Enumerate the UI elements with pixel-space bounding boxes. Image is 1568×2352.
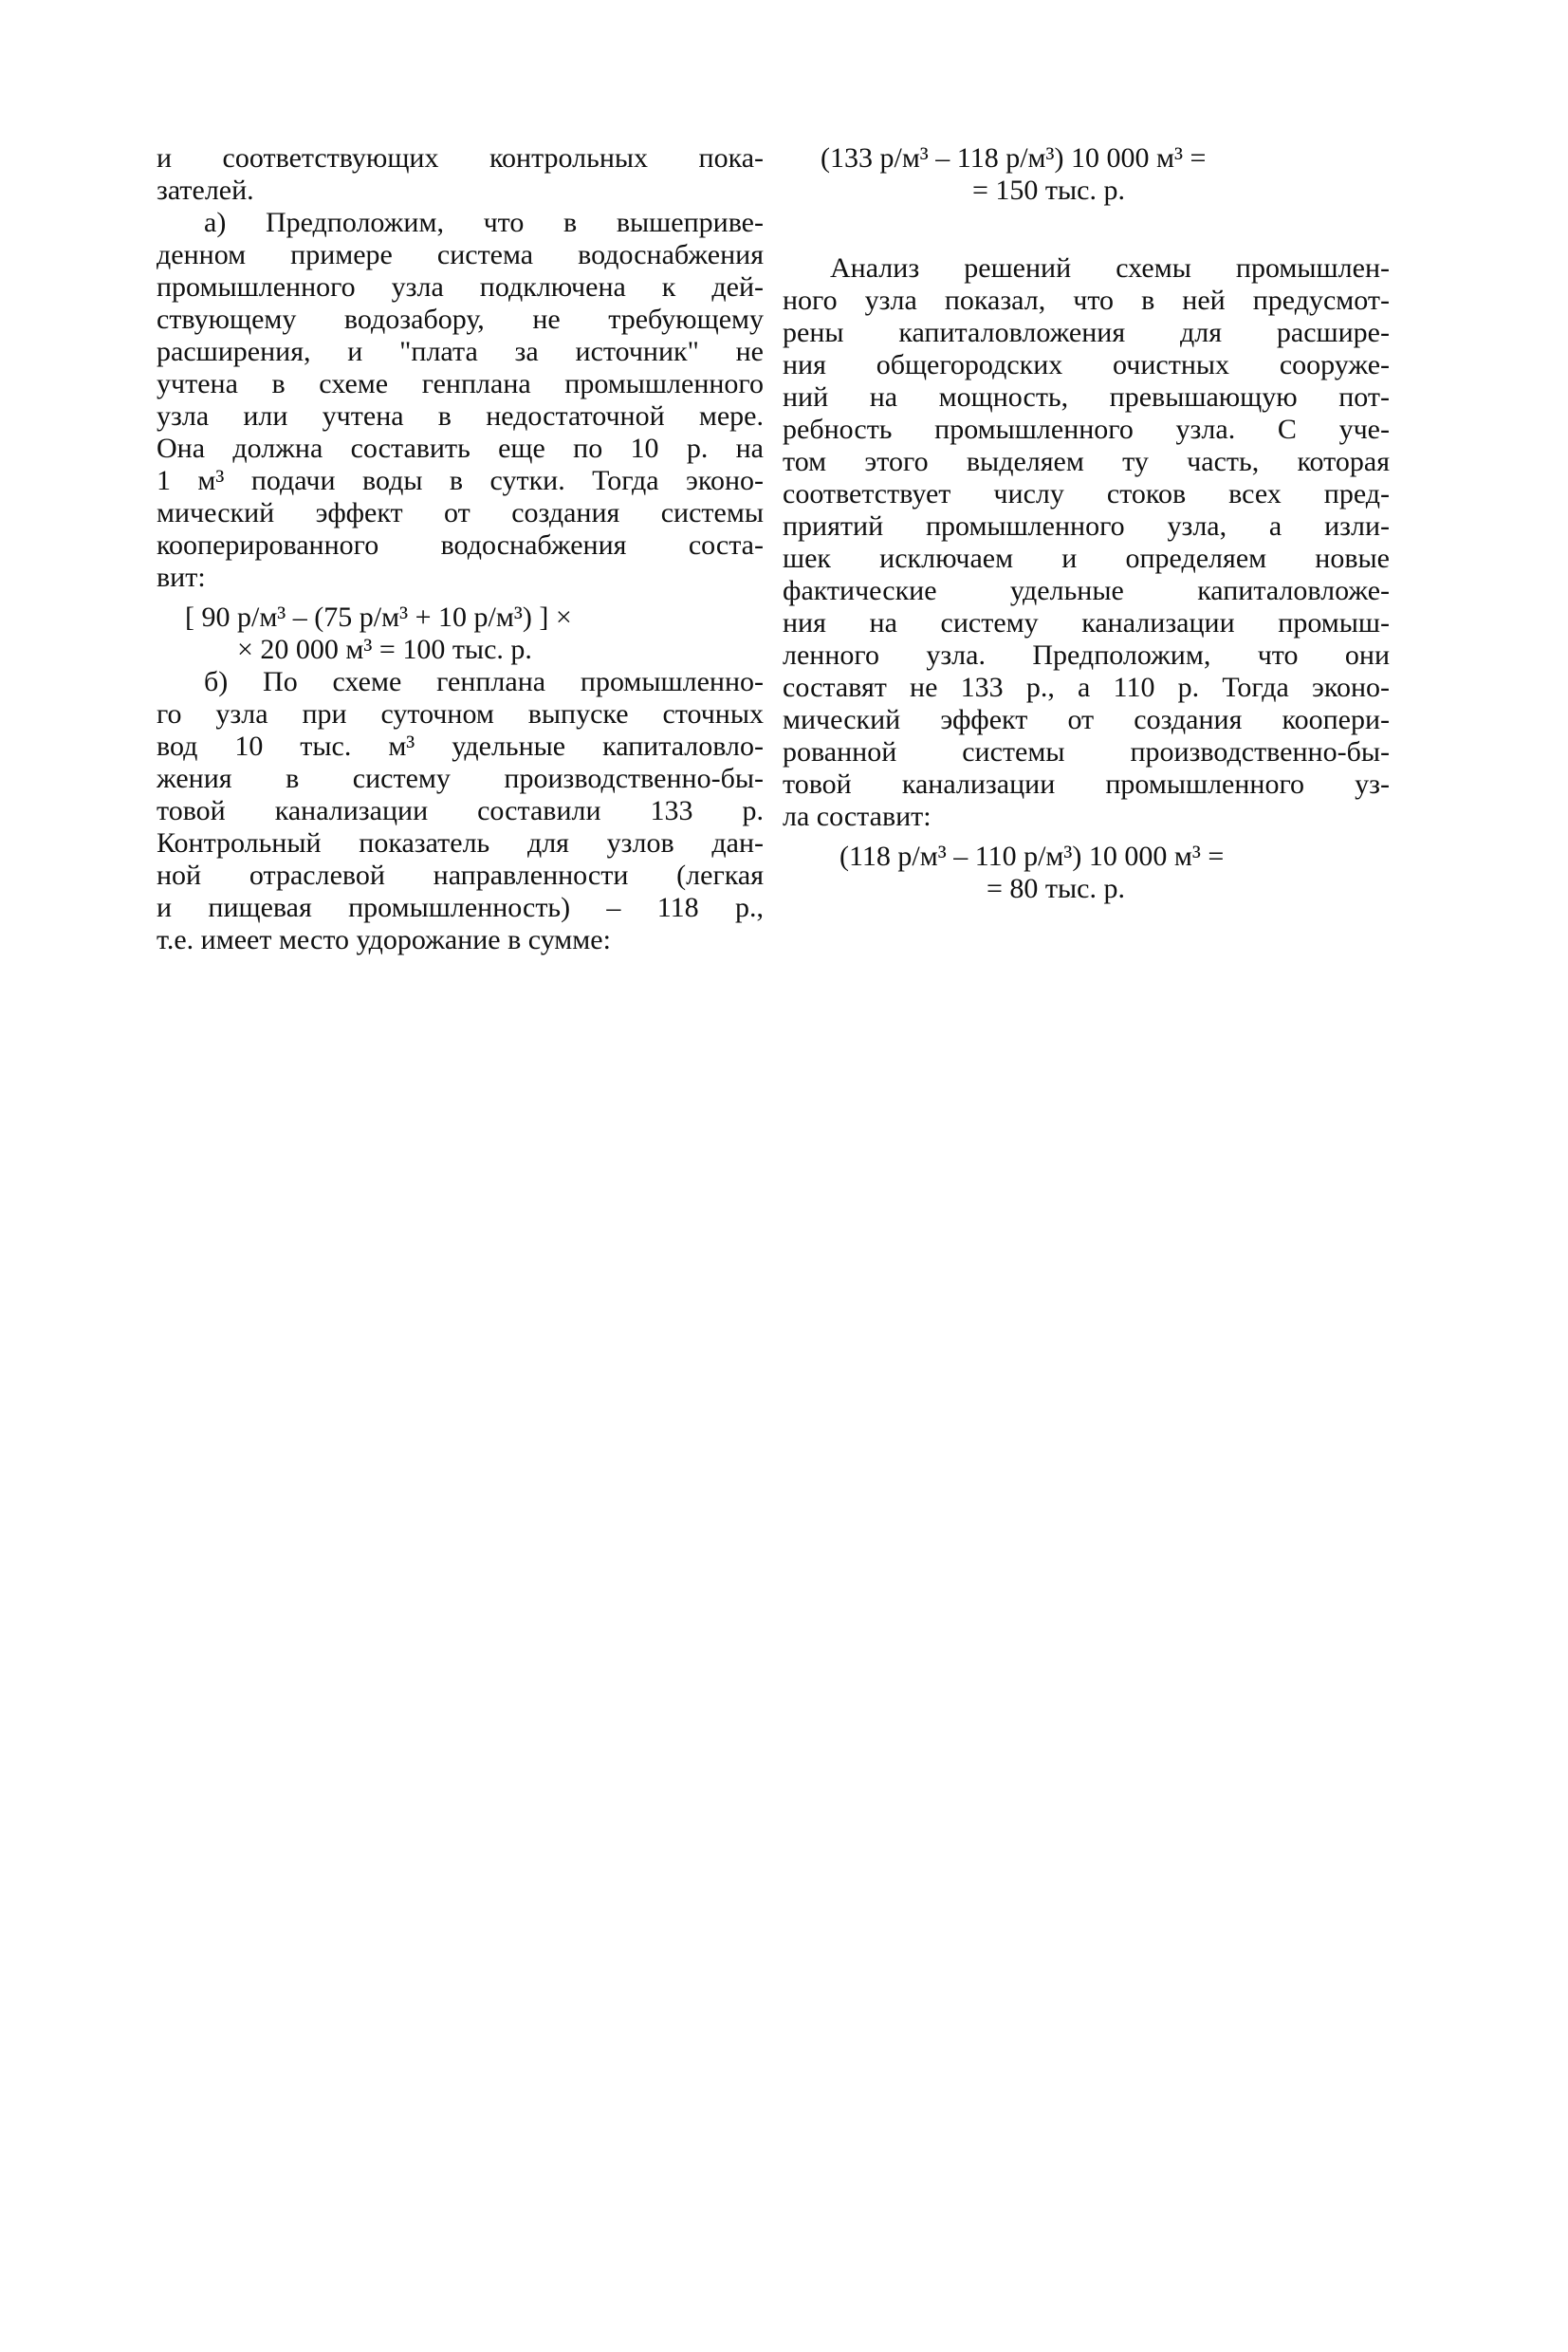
text-line: рены капиталовложения для расшире- (783, 317, 1390, 348)
text-line: ний на мощность, превышающую пот- (783, 381, 1390, 413)
spacer (783, 833, 1390, 841)
text-line: шек исключаем и определяем новые (783, 543, 1390, 574)
text-line: вод 10 тыс. м³ удельные капиталовло- (157, 731, 764, 762)
text-line: рованной системы производственно-бы- (783, 736, 1390, 768)
text-line: мический эффект от создания системы (157, 497, 764, 528)
formula-line: [ 90 р/м³ – (75 р/м³ + 10 р/м³) ] × (185, 602, 572, 633)
text-line: мический эффект от создания коопери- (783, 704, 1390, 735)
text-line: ребность промышленного узла. С уче- (783, 414, 1390, 445)
text-line: ной отраслевой направленности (легкая (157, 860, 764, 891)
left-column (157, 142, 764, 956)
text-line: и соответствующих контрольных пока- (157, 142, 764, 174)
paragraph-a-start: а) Предположим, что в вышеприве- (204, 207, 764, 238)
text-line: приятий промышленного узла, а изли- (783, 510, 1390, 542)
text-line: зателей. (157, 175, 254, 206)
text-line: и пищевая промышленность) – 118 р., (157, 892, 764, 923)
text-line: ленного узла. Предположим, что они (783, 639, 1390, 671)
text-line: ствующему водозабору, не требующему (157, 304, 764, 335)
text-line: Контрольный показатель для узлов дан- (157, 827, 764, 859)
spacer (157, 594, 764, 602)
text-line: учтена в схеме генплана промышленного (157, 368, 764, 399)
text-line: расширения, и "плата за источник" не (157, 336, 764, 367)
text-line: 1 м³ подачи воды в сутки. Тогда эконо- (157, 465, 764, 496)
formula-1-line-2: = 150 тыс. р. (972, 175, 1126, 206)
paragraph-analysis-start: Анализ решений схемы промышлен- (830, 252, 1390, 284)
text-line: жения в систему производственно-бы- (157, 763, 764, 794)
right-column (783, 142, 1390, 905)
formula-1-line-1: (133 р/м³ – 118 р/м³) 10 000 м³ = (821, 142, 1207, 174)
text-line: вит: (157, 562, 206, 593)
text-line: товой канализации промышленного уз- (783, 769, 1390, 800)
formula-2-line-1: (118 р/м³ – 110 р/м³) 10 000 м³ = (839, 841, 1225, 872)
text-line: ного узла показал, что в ней предусмот- (783, 285, 1390, 316)
formula-line: × 20 000 м³ = 100 тыс. р. (237, 634, 532, 665)
text-line: ния общегородских очистных сооруже- (783, 349, 1390, 380)
text-line: ла составит: (783, 801, 932, 832)
text-line: го узла при суточном выпуске сточных (157, 698, 764, 730)
text-line: составят не 133 р., а 110 р. Тогда эконо- (783, 672, 1390, 703)
paragraph-b-start: б) По схеме генплана промышленно- (204, 666, 764, 697)
text-line: том этого выделяем ту часть, которая (783, 446, 1390, 477)
text-line: соответствует числу стоков всех пред- (783, 478, 1390, 509)
text-line: фактические удельные капиталовложе- (783, 575, 1390, 606)
text-line: Она должна составить еще по 10 р. на (157, 433, 764, 464)
text-line: денном примере система водоснабжения (157, 239, 764, 270)
text-line: ния на систему канализации промыш- (783, 607, 1390, 639)
text-line: промышленного узла подключена к дей- (157, 271, 764, 303)
text-line: т.е. имеет место удорожание в сумме: (157, 924, 611, 955)
text-line: товой канализации составили 133 р. (157, 795, 764, 826)
formula-2-line-2: = 80 тыс. р. (987, 873, 1126, 904)
text-line: кооперированного водоснабжения соста- (157, 529, 764, 561)
text-line: узла или учтена в недостаточной мере. (157, 400, 764, 432)
spacer (783, 207, 1390, 252)
